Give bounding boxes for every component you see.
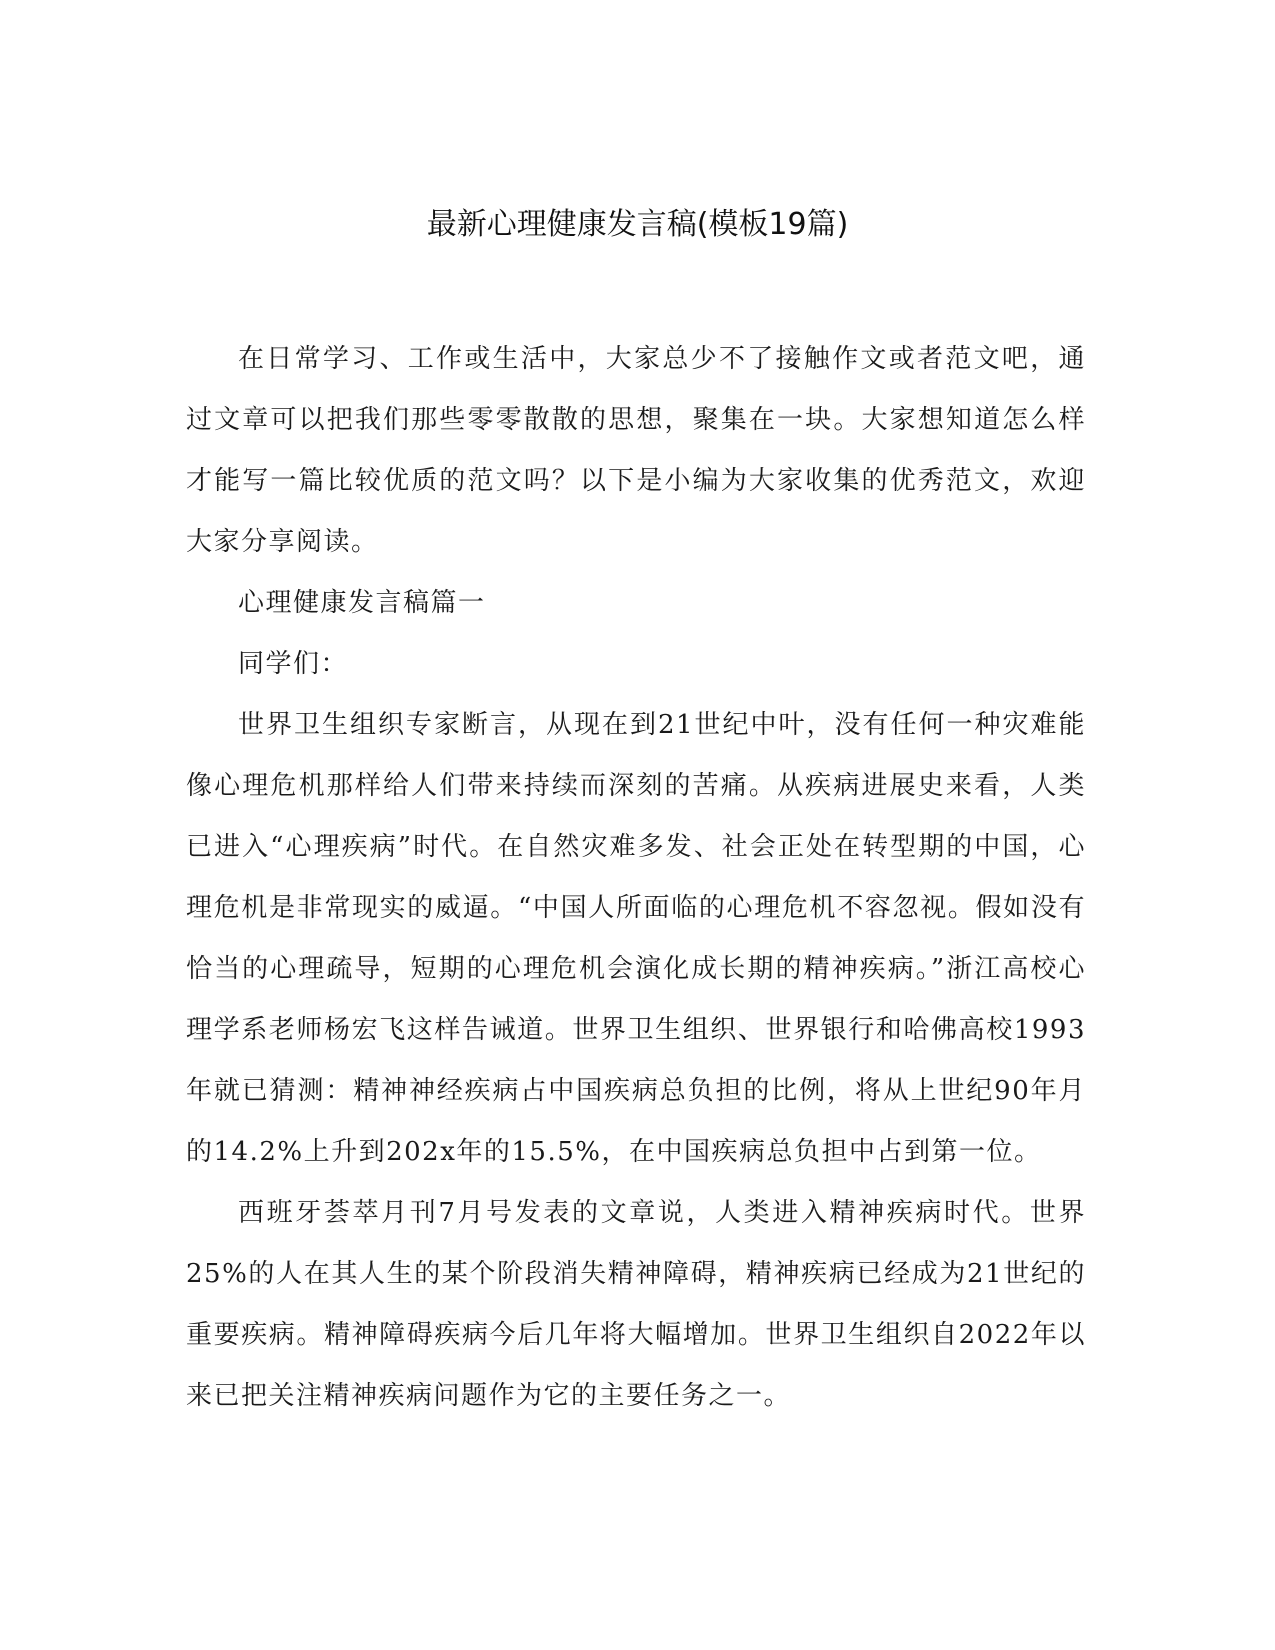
salutation: 同学们： [238, 649, 349, 679]
intro-paragraph: 在日常学习、工作或生活中，大家总少不了接触作文或者范文吧，通过文章可以把我们那些零零散散的思想，聚集在一块。大家想知道怎么样才能写一篇比较优质的范文吗？以下是小编为大家收集的优秀范文，欢迎大家分享阅读。 [186, 344, 1086, 557]
document-title: 最新心理健康发言稿(模板19篇) [426, 207, 849, 242]
document-body [186, 329, 1086, 1427]
section-heading: 心理健康发言稿篇一 [238, 588, 486, 618]
body-paragraph: 世界卫生组织专家断言，从现在到21世纪中叶，没有任何一种灾难能像心理危机那样给人们带来持续而深刻的苦痛。从疾病进展史来看，人类已进入“心理疾病”时代。在自然灾难多发、社会正处在转型期的中国，心理危机是非常现实的威逼。“中国人所面临的心理危机不容忽视。假如没有恰当的心理疏导，短期的心理危机会演化成长期的精神疾病。”浙江高校心理学系老师杨宏飞这样告诫道。世界卫生组织、世界银行和哈佛高校1993年就已猜测：精神神经疾病占中国疾病总负担的比例，将从上世纪90年月的14.2%上升到202x年的15.5%，在中国疾病总负担中占到第一位。 [186, 710, 1086, 1167]
body-paragraph: 西班牙荟萃月刊7月号发表的文章说，人类进入精神疾病时代。世界25%的人在其人生的某个阶段消失精神障碍，精神疾病已经成为21世纪的重要疾病。精神障碍疾病今后几年将大幅增加。世界卫生组织自2022年以来已把关注精神疾病问题作为它的主要任务之一。 [186, 1198, 1086, 1411]
